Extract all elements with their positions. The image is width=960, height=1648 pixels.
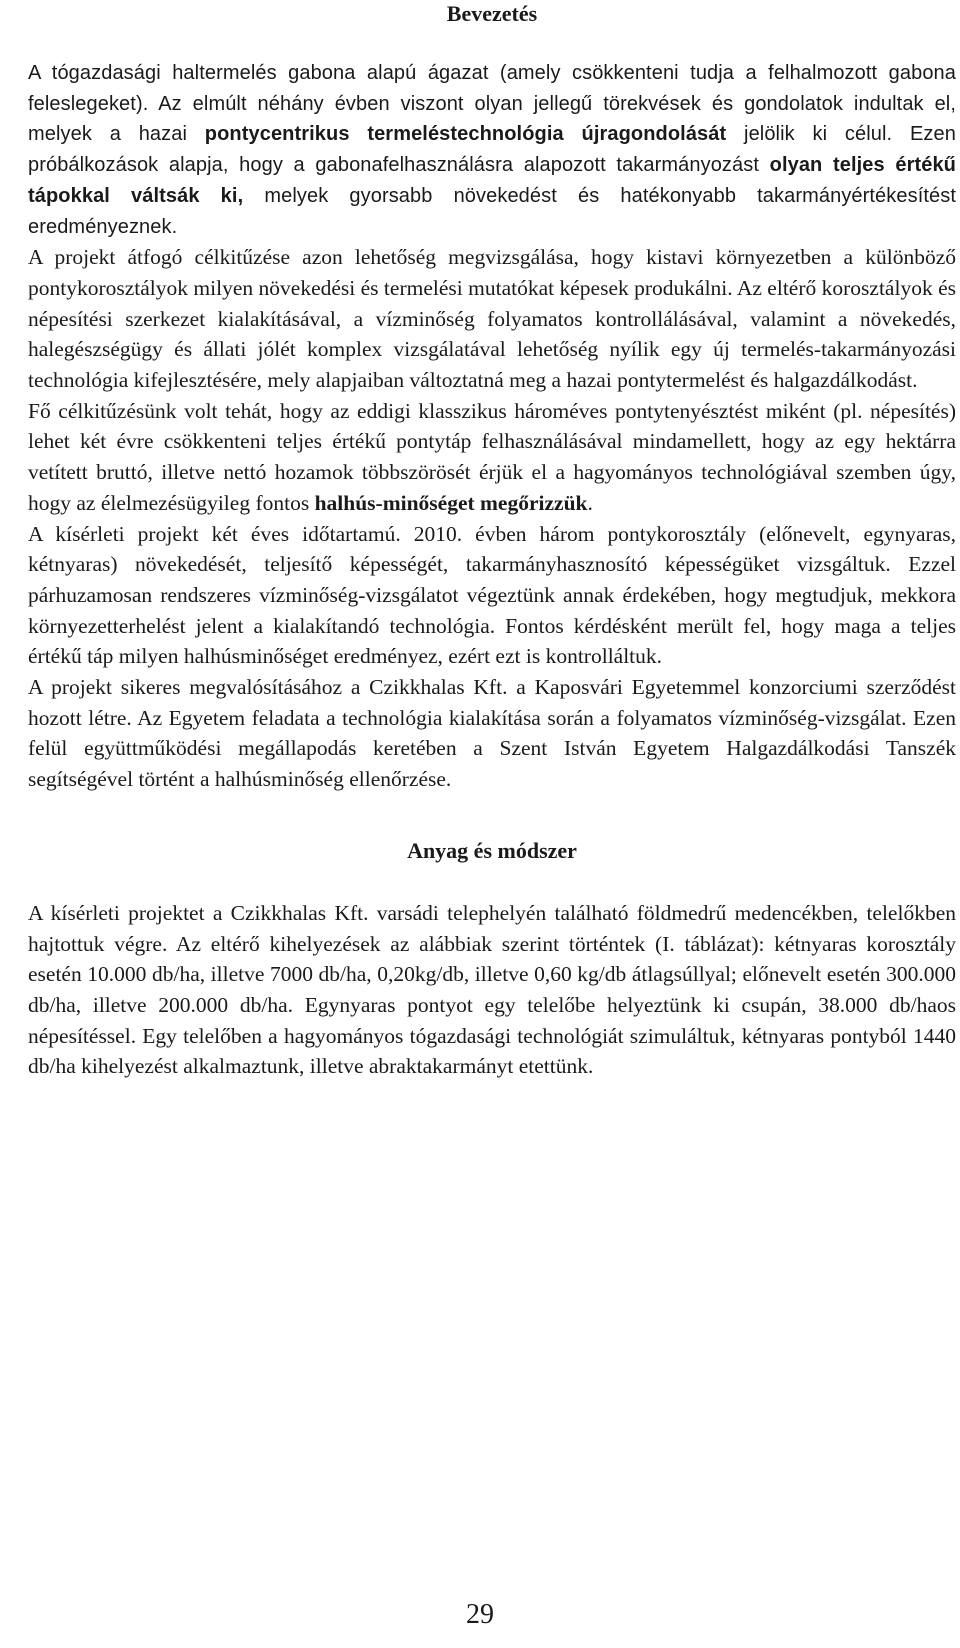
intro-paragraph-3 <box>28 396 956 519</box>
section-heading-intro: Bevezetés <box>446 1 538 26</box>
section-heading-methods: Anyag és módszer <box>407 837 577 863</box>
intro-p1-sentence-1: A tógazdasági haltermelés gabona alapú ágazat (amely csökkenteni tudja a felhalmozott gabona feleslegeket). <box>28 62 956 115</box>
intro-p1-bold-1: pontycentrikus termeléstechnológia újragondolását <box>204 123 727 146</box>
intro-paragraph-4: A kísérleti projekt két éves időtartamú. 2010. évben három pontykorosztály (előnevelt, egynyaras, kétnyaras) növekedését, teljesítő képességét, takarmányhasznosító képességüket vizsgáltuk. Ezzel párhuzamosan rendszeres vízminőség-vizsgálatot végeztünk annak érdekében, hogy megtudjuk, mekkora környezetterhelést jelent a kialakítandó technológia. Fontos kérdésként merült fel, hogy maga a teljes értékű táp milyen halhúsminőséget eredményez, ezért ezt is kontrolláltuk. <box>28 521 956 669</box>
intro-paragraph-1 <box>28 58 956 242</box>
methods-paragraph-1: A kísérleti projektet a Czikkhalas Kft. varsádi telephelyén található földmedrű medencékben, telelőkben hajtottuk végre. Az eltérő kihelyezések az alábbiak szerint történtek (I. táblázat): kétnyaras korosztály esetén 10.000 db/ha, illetve 7000 db/ha, 0,20kg/db, illetve 0,60 kg/db átlagsúllyal; előnevelt esetén 300.000 db/ha, illetve 200.000 db/ha. Egynyaras pontyot egy telelőbe helyeztünk ki csupán, 38.000 db/haos népesítéssel. Egy telelőben a hagyományos tógazdasági technológiát szimuláltuk, kétnyaras pontyból 1440 db/ha kihelyezést alkalmaztunk, illetve abraktakarmányt etettünk. <box>28 900 956 1079</box>
intro-p1-sentence-2a: Az elmúlt néhány évben viszont olyan jellegű törekvések és gondolatok indultak el, melyek a hazai <box>28 92 956 146</box>
intro-p1-sentence-2c: jelölik ki célul. <box>726 123 893 146</box>
intro-paragraph-5: A projekt sikeres megvalósításához a Czikkhalas Kft. a Kaposvári Egyetemmel konzorciumi szerződést hozott létre. Az Egyetem feladata a technológia kialakítása során a folyamatos vízminőség-vizsgálat. Ezen felül együttműködési megállapodás keretében a Szent István Egyetem Halgazdálkodási Tanszék segítségével történt a halhúsminőség ellenőrzése. <box>28 675 956 792</box>
intro-p3-bold: halhús-minőséget megőrizzük <box>314 490 588 515</box>
intro-paragraph-2: A projekt átfogó célkitűzése azon lehetőség megvizsgálása, hogy kistavi környezetben a különböző pontykorosztályok milyen növekedési és termelési mutatókat képesek produkálni. Az eltérő korosztályok és népesítési szerkezet kialakításával, a vízminőség folyamatos kontrollálásával, valamint a növekedés, halegészségügy és állati jólét komplex vizsgálatával lehetőség nyílik egy új termelés-takarmányozási technológia kifejlesztésére, mely alapjaiban változtatná meg a hazai pontytermelést és halgazdálkodást. <box>28 245 956 393</box>
intro-p3-end: . <box>587 490 593 515</box>
document-page <box>28 0 956 1082</box>
intro-p1-bold-2: olyan teljes értékű tápokkal váltsák ki, <box>28 154 957 207</box>
intro-p1-sentence-3a: Ezen próbálkozások alapja, hogy a gabonafelhasználásra alapozott takarmányozást <box>28 123 956 177</box>
page-number: 29 <box>466 1599 494 1630</box>
intro-p1-sentence-3c: melyek gyorsabb növekedést és hatékonyabb takarmányértékesítést eredményeznek. <box>28 184 957 238</box>
intro-p3-text: Fő célkitűzésünk volt tehát, hogy az eddigi klasszikus hároméves pontytenyésztést miként (pl. népesítés) lehet két évre csökkenteni teljes értékű pontytáp felhasználásával mindamellett, hogy az egy hektárra vetített bruttó, illetve nettó hozamok többszörösét érjük el a hagyományos technológiával szemben úgy, hogy az élelmezésügyileg fontos <box>28 398 956 515</box>
